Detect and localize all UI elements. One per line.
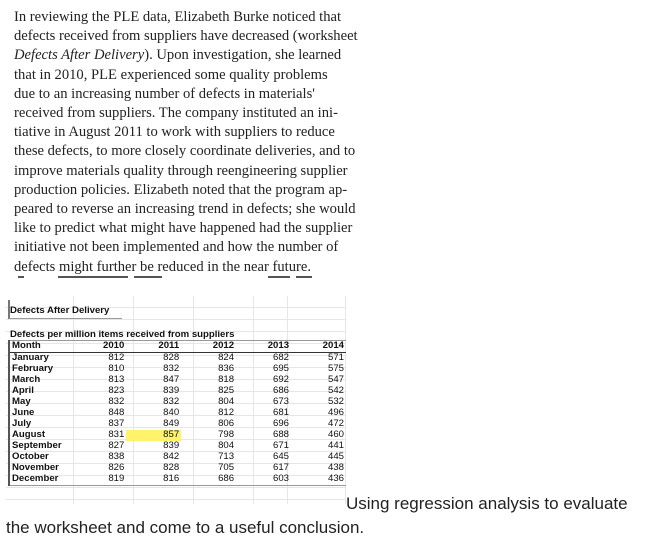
value-cell: 445 xyxy=(327,451,344,463)
passage-line-rest: ). Upon investigation, she learned xyxy=(144,47,342,64)
value-cell: 819 xyxy=(71,474,126,486)
value-cell: 438 xyxy=(327,462,344,474)
value-cell: 617 xyxy=(273,462,290,474)
value-cell: 571 xyxy=(327,352,344,364)
spreadsheet xyxy=(6,296,346,504)
value-cell: 804 xyxy=(218,440,235,452)
value-cell: 645 xyxy=(273,451,290,463)
value-cell: 832 xyxy=(163,363,180,375)
value-cell: 837 xyxy=(108,418,125,430)
value-cell: 824 xyxy=(218,352,235,364)
month-cell: August xyxy=(9,430,71,441)
defects-table xyxy=(8,340,346,486)
month-cell: April xyxy=(9,386,71,397)
passage-line: improve materials quality through reengineering supplier xyxy=(14,162,348,179)
passage-line xyxy=(14,46,384,65)
passage-line: initiative not been implemented and how the number of xyxy=(14,239,339,256)
value-cell: 818 xyxy=(218,374,235,386)
value-cell: 798 xyxy=(218,429,235,441)
sheet-title: Defects After Delivery xyxy=(10,305,110,316)
passage-line: like to predict what might have happened had the supplier xyxy=(14,220,353,237)
passage-line: tiative in August 2011 to work with suppliers to reduce xyxy=(14,124,335,141)
value-cell: 839 xyxy=(163,385,180,397)
month-cell: November xyxy=(9,463,71,474)
month-cell: October xyxy=(9,452,71,463)
passage-line: defects received from suppliers have decreased (worksheet xyxy=(14,28,358,45)
value-cell: 688 xyxy=(273,429,290,441)
value-cell: 849 xyxy=(163,418,180,430)
month-cell: January xyxy=(9,353,71,365)
header-2014: 2014 xyxy=(291,341,346,353)
value-cell: 673 xyxy=(273,396,290,408)
value-cell: 496 xyxy=(327,407,344,419)
cropped-text-fragment xyxy=(14,276,384,282)
value-cell: 827 xyxy=(108,440,125,452)
value-cell: 472 xyxy=(327,418,344,430)
value-cell: 828 xyxy=(163,352,180,364)
value-cell: 696 xyxy=(273,418,290,430)
value-cell: 832 xyxy=(108,396,125,408)
value-cell: 848 xyxy=(108,407,125,419)
value-cell: 823 xyxy=(108,385,125,397)
month-cell: December xyxy=(9,474,71,486)
value-cell: 692 xyxy=(273,374,290,386)
table-row xyxy=(9,474,346,486)
value-cell: 812 xyxy=(108,352,125,364)
value-cell: 816 xyxy=(126,474,181,486)
value-cell: 460 xyxy=(327,429,344,441)
value-cell: 832 xyxy=(163,396,180,408)
value-cell: 839 xyxy=(163,440,180,452)
header-2011: 2011 xyxy=(126,341,181,353)
sheet-subtitle: Defects per million items received from suppliers xyxy=(10,329,235,340)
value-cell: 836 xyxy=(218,363,235,375)
value-cell: 671 xyxy=(273,440,290,452)
header-month: Month xyxy=(9,341,71,353)
month-cell: May xyxy=(9,397,71,408)
textbook-passage xyxy=(14,8,384,277)
month-cell: February xyxy=(9,364,71,375)
passage-line: these defects, to more closely coordinate deliveries, and to xyxy=(14,143,356,160)
passage-line: that in 2010, PLE experienced some quality problems xyxy=(14,66,328,83)
value-cell: 825 xyxy=(218,385,235,397)
value-cell: 547 xyxy=(327,374,344,386)
value-cell: 810 xyxy=(108,363,125,375)
value-cell: 831 xyxy=(108,429,125,441)
value-cell: 804 xyxy=(218,396,235,408)
header-2013: 2013 xyxy=(236,341,291,353)
month-cell: March xyxy=(9,375,71,386)
value-cell: 436 xyxy=(291,474,346,486)
value-cell: 695 xyxy=(273,363,290,375)
passage-line: defects might further be reduced in the near future. xyxy=(14,258,312,275)
value-cell: 686 xyxy=(273,385,290,397)
value-cell: 686 xyxy=(181,474,236,486)
question-text-2: the worksheet and come to a useful conclusion. xyxy=(6,518,365,537)
value-cell: 575 xyxy=(327,363,344,375)
value-cell: 842 xyxy=(163,451,180,463)
value-cell: 812 xyxy=(218,407,235,419)
value-cell: 705 xyxy=(218,462,235,474)
table-header-row xyxy=(9,341,346,353)
value-cell: 806 xyxy=(218,418,235,430)
value-cell: 813 xyxy=(108,374,125,386)
value-cell: 826 xyxy=(108,462,125,474)
month-cell: June xyxy=(9,408,71,419)
value-cell: 682 xyxy=(273,352,290,364)
passage-line: due to an increasing number of defects in materials' xyxy=(14,85,315,102)
value-cell: 838 xyxy=(108,451,125,463)
passage-line: In reviewing the PLE data, Elizabeth Burke noticed that xyxy=(14,9,342,25)
passage-line: received from suppliers. The company instituted an ini- xyxy=(14,105,338,122)
value-cell: 542 xyxy=(327,385,344,397)
value-cell: 441 xyxy=(327,440,344,452)
value-cell: 840 xyxy=(163,407,180,419)
passage-line: production policies. Elizabeth noted that the program ap- xyxy=(14,181,348,198)
month-cell: July xyxy=(9,419,71,430)
value-cell: 828 xyxy=(163,462,180,474)
value-cell: 847 xyxy=(163,374,180,386)
header-2010: 2010 xyxy=(71,341,126,353)
passage-line: peared to reverse an increasing trend in defects; she would xyxy=(14,201,356,218)
value-cell: 713 xyxy=(218,451,235,463)
highlighted-value-cell: 857 xyxy=(126,430,181,441)
worksheet-name: Defects After Delivery xyxy=(14,47,145,64)
month-cell: September xyxy=(9,441,71,452)
value-cell: 681 xyxy=(273,407,290,419)
value-cell: 603 xyxy=(236,474,291,486)
value-cell: 532 xyxy=(327,396,344,408)
header-2012: 2012 xyxy=(181,341,236,353)
question-text-1: Using regression analysis to evaluate xyxy=(346,494,628,513)
